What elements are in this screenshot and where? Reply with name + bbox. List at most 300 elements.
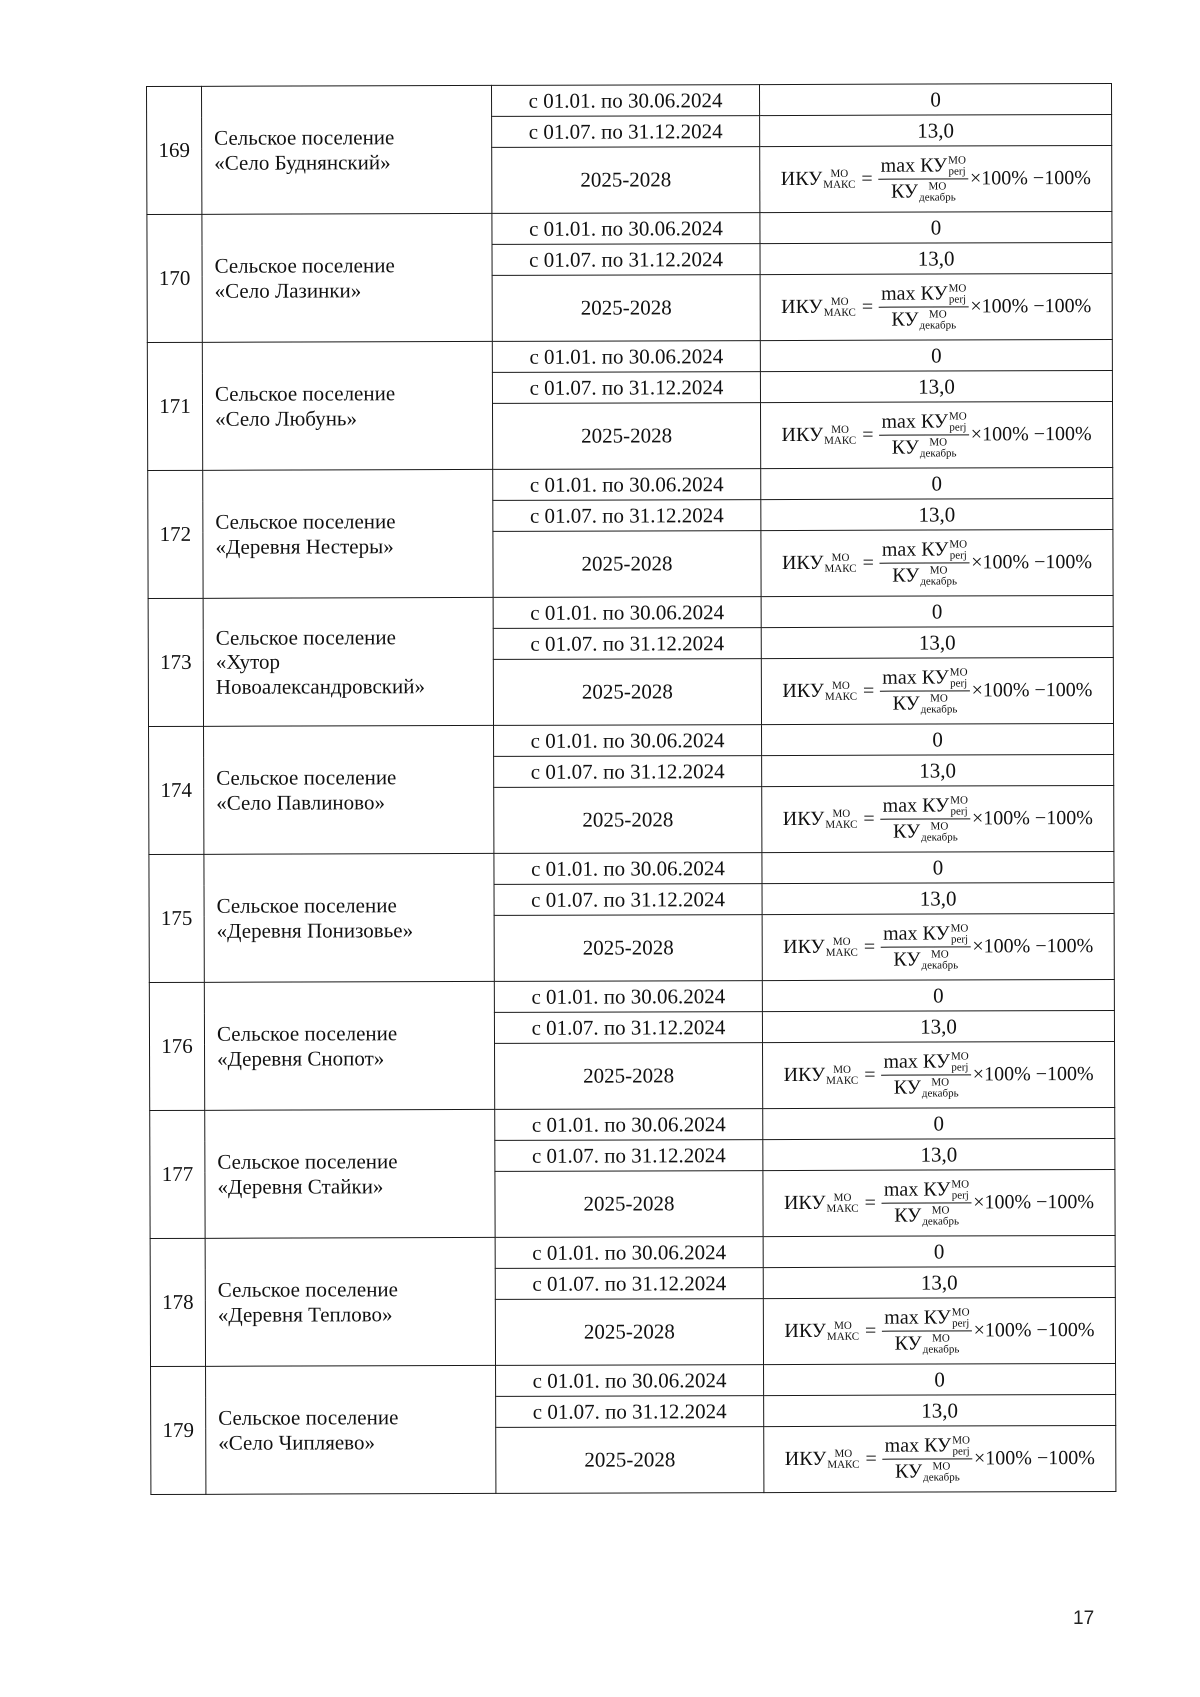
formula-lhs-sub: МАКС: [824, 434, 857, 447]
formula-num-indices: [951, 1179, 969, 1201]
settlement-name-line1: Сельское поселение: [214, 253, 395, 279]
formula-den-indices: [919, 310, 956, 332]
formula-tail: ×100% −100%: [969, 167, 1091, 190]
formula-num-sub: perj: [950, 933, 969, 946]
row-number-cell: [150, 1238, 205, 1366]
formula-den-indices: [920, 438, 957, 460]
formula-lhs-sup: МО: [833, 1191, 852, 1204]
index-formula: [783, 794, 1093, 845]
index-formula: [782, 666, 1092, 717]
value-cell: 0: [762, 979, 1114, 1011]
formula-lhs-sub: МАКС: [824, 562, 857, 575]
formula-cell: [761, 529, 1113, 596]
formula-den-sup: МО: [931, 1076, 950, 1089]
period-cell: с 01.07. по 31.12.2024: [492, 372, 760, 404]
formula-num-sup: МО: [951, 1306, 970, 1319]
index-formula: [783, 922, 1093, 973]
formula-den-indices: [922, 1078, 959, 1100]
settlement-name-cell: [202, 213, 492, 342]
index-formula: [784, 1306, 1094, 1357]
formula-num-indices: [949, 539, 967, 561]
formula-lhs-sub: МАКС: [827, 1458, 860, 1471]
formula-numerator: [881, 922, 970, 948]
formula-denominator: [893, 691, 958, 716]
formula-num-text: max КУ: [884, 1306, 951, 1329]
period-cell: с 01.07. по 31.12.2024: [495, 1140, 763, 1172]
settlement-name-line3: Новоалександровский»: [215, 673, 425, 699]
row-number: 169: [158, 138, 190, 163]
formula-lhs-sub: МАКС: [826, 1330, 860, 1343]
index-formula: [781, 154, 1091, 205]
settlement-name-cell: [205, 1237, 495, 1366]
formula-lhs: ИКУ: [781, 551, 824, 575]
formula-equals: =: [863, 935, 876, 958]
period-cell: с 01.07. по 31.12.2024: [494, 884, 762, 916]
formula-num-sub: perj: [952, 1445, 970, 1458]
formula-lhs-sup: МО: [830, 295, 849, 308]
formula-den-text: КУ: [892, 692, 920, 715]
formula-den-indices: [920, 566, 957, 588]
value-cell: 13,0: [763, 1138, 1115, 1170]
formula-fraction: [882, 1306, 971, 1356]
formula-lhs-sup: МО: [830, 167, 849, 180]
value-cell: 13,0: [762, 754, 1114, 786]
settlement-name-line1: Сельское поселение: [215, 625, 396, 651]
formula-lhs-indices: [826, 1192, 858, 1214]
row-number: 170: [158, 266, 191, 291]
formula-lhs-indices: [826, 936, 858, 958]
table-row: [149, 979, 1114, 1013]
formula-den-sub: декабрь: [923, 1471, 960, 1484]
settlement-name-line1: Сельское поселение: [215, 509, 396, 535]
period-cell: с 01.01. по 30.06.2024: [494, 981, 762, 1013]
settlement-name-line1: Сельское поселение: [216, 1021, 398, 1047]
formula-equals: =: [864, 1319, 877, 1342]
formula-lhs-sub: МАКС: [824, 690, 858, 703]
settlement-name-line2: «Село Чипляево»: [218, 1429, 375, 1455]
formula-fraction: [881, 794, 970, 844]
period-cell: с 01.01. по 30.06.2024: [496, 1365, 764, 1397]
value-cell: 13,0: [761, 626, 1113, 658]
settlement-name-cell: [206, 1365, 496, 1494]
formula-lhs-sub: МАКС: [825, 946, 858, 959]
row-number: 177: [161, 1162, 194, 1187]
settlement-name-line1: Сельское поселение: [216, 765, 397, 791]
value-cell: 13,0: [760, 242, 1112, 274]
formula-den-text: КУ: [890, 180, 919, 203]
formula-fraction: [879, 282, 968, 332]
formula-den-sub: декабрь: [920, 703, 958, 716]
row-number: 175: [160, 906, 193, 931]
formula-den-indices: [923, 1462, 960, 1484]
formula-cell: [762, 913, 1114, 980]
formula-num-indices: [948, 155, 966, 177]
formula-num-sup: МО: [952, 1434, 970, 1447]
settlement-name-line1: Сельское поселение: [218, 1405, 399, 1431]
formula-den-sub: декабрь: [921, 831, 958, 844]
formula-num-text: max КУ: [881, 410, 949, 433]
formula-tail: ×100% −100%: [973, 1447, 1095, 1470]
formula-fraction: [883, 1434, 972, 1484]
period-cell: 2025-2028: [493, 531, 761, 598]
formula-tail: ×100% −100%: [971, 679, 1093, 702]
index-formula: [781, 410, 1091, 461]
formula-lhs-indices: [825, 680, 857, 702]
settlement-name-line2: «Деревня Нестеры»: [215, 533, 394, 559]
tariff-table: [146, 83, 1116, 1495]
settlement-name-line1: Сельское поселение: [217, 1149, 398, 1175]
formula-equals: =: [862, 679, 875, 702]
settlement-name-cell: [204, 725, 494, 854]
formula-numerator: [880, 666, 969, 692]
period-cell: 2025-2028: [493, 659, 761, 726]
index-formula: [781, 282, 1091, 333]
row-number-cell: [149, 982, 204, 1110]
period-cell: с 01.07. по 31.12.2024: [492, 244, 760, 276]
formula-num-sub: perj: [948, 165, 966, 178]
value-cell: 13,0: [760, 114, 1112, 146]
formula-num-text: max КУ: [881, 282, 948, 305]
row-number: 176: [161, 1034, 193, 1059]
formula-lhs-sup: МО: [832, 679, 850, 692]
formula-num-indices: [951, 1051, 969, 1073]
formula-num-indices: [950, 795, 968, 817]
formula-cell: [761, 657, 1113, 724]
formula-numerator: [879, 410, 968, 436]
formula-cell: [764, 1425, 1116, 1492]
formula-lhs-sup: МО: [832, 807, 851, 820]
formula-den-sup: МО: [931, 1204, 950, 1217]
formula-den-sub: декабрь: [921, 1087, 959, 1100]
formula-den-sub: декабрь: [919, 319, 957, 332]
formula-lhs-indices: [824, 552, 856, 574]
formula-denominator: [893, 819, 958, 844]
period-cell: с 01.07. по 31.12.2024: [492, 116, 760, 148]
settlement-name-cell: [205, 1109, 495, 1238]
formula-num-sup: МО: [948, 282, 967, 295]
formula-denominator: [894, 1203, 959, 1228]
period-cell: 2025-2028: [495, 1299, 763, 1366]
formula-lhs-indices: [823, 168, 855, 190]
settlement-name-line2: «Деревня Стайки»: [217, 1173, 384, 1199]
value-cell: 0: [763, 1235, 1115, 1267]
formula-lhs-sub: МАКС: [825, 818, 858, 831]
settlement-name-line2: «Хутор: [215, 650, 281, 675]
table-row: [147, 211, 1112, 245]
row-number-cell: [148, 470, 203, 598]
formula-den-text: КУ: [893, 948, 921, 971]
formula-lhs-sub: МАКС: [823, 306, 856, 319]
row-number-cell: [147, 342, 202, 470]
formula-den-sup: МО: [929, 564, 948, 577]
formula-numerator: [880, 538, 969, 564]
formula-num-sup: МО: [950, 1050, 969, 1063]
formula-lhs-indices: [827, 1448, 859, 1470]
table-row: [149, 851, 1114, 885]
settlement-name-line2: «Деревня Снопот»: [217, 1045, 385, 1071]
formula-num-sup: МО: [950, 794, 968, 807]
value-cell: 13,0: [764, 1394, 1116, 1426]
formula-den-text: КУ: [893, 1076, 921, 1099]
period-cell: 2025-2028: [492, 403, 760, 470]
period-cell: с 01.07. по 31.12.2024: [494, 1012, 762, 1044]
period-cell: 2025-2028: [496, 1427, 764, 1494]
formula-lhs-sub: МАКС: [823, 178, 856, 191]
formula-num-sub: perj: [951, 1061, 969, 1074]
formula-den-sup: МО: [928, 308, 947, 321]
table-row: [147, 83, 1112, 117]
formula-denominator: [892, 435, 957, 460]
formula-lhs-sup: МО: [832, 935, 851, 948]
formula-cell: [760, 145, 1112, 212]
row-number: 179: [162, 1418, 195, 1443]
settlement-name-line2: «Деревня Понизовье»: [216, 917, 414, 943]
formula-den-text: КУ: [892, 820, 921, 843]
formula-numerator: [881, 794, 970, 820]
formula-den-text: КУ: [894, 1460, 923, 1483]
formula-num-sup: МО: [951, 1178, 970, 1191]
formula-fraction: [880, 666, 969, 716]
formula-numerator: [881, 1050, 970, 1076]
formula-den-sup: МО: [932, 1332, 950, 1345]
formula-denominator: [895, 1331, 960, 1356]
row-number-cell: [148, 598, 203, 726]
formula-num-text: max КУ: [884, 1434, 952, 1457]
value-cell: 13,0: [762, 882, 1114, 914]
value-cell: 13,0: [761, 498, 1113, 530]
table-row: [147, 339, 1112, 373]
formula-den-sub: декабрь: [922, 1343, 960, 1356]
formula-equals: =: [862, 551, 874, 574]
formula-numerator: [882, 1178, 971, 1204]
formula-equals: =: [864, 1063, 876, 1086]
table-row: [149, 723, 1114, 757]
formula-lhs: ИКУ: [784, 1447, 827, 1470]
formula-lhs: ИКУ: [782, 679, 824, 703]
formula-cell: [763, 1169, 1115, 1236]
formula-den-indices: [923, 1334, 960, 1356]
formula-numerator: [879, 154, 968, 180]
value-cell: 0: [761, 467, 1113, 499]
period-cell: с 01.07. по 31.12.2024: [493, 628, 761, 660]
value-cell: 0: [760, 211, 1112, 243]
formula-lhs-indices: [825, 808, 857, 830]
formula-cell: [760, 401, 1112, 468]
formula-num-sup: МО: [949, 538, 968, 551]
formula-tail: ×100% −100%: [971, 807, 1093, 830]
value-cell: 13,0: [763, 1266, 1115, 1298]
formula-equals: =: [864, 1191, 876, 1214]
settlement-name-cell: [202, 85, 492, 214]
page-number: 17: [1073, 1608, 1095, 1629]
formula-fraction: [881, 1050, 970, 1100]
formula-tail: ×100% −100%: [973, 1191, 1095, 1214]
formula-tail: ×100% −100%: [972, 1063, 1094, 1086]
formula-tail: ×100% −100%: [973, 1319, 1095, 1342]
formula-lhs-indices: [824, 296, 856, 318]
formula-den-sub: декабрь: [919, 447, 957, 460]
formula-equals: =: [865, 1447, 877, 1470]
period-cell: 2025-2028: [492, 275, 760, 342]
formula-num-indices: [951, 923, 969, 945]
formula-lhs: ИКУ: [780, 167, 823, 191]
period-cell: 2025-2028: [495, 1043, 763, 1110]
formula-num-sup: МО: [950, 922, 969, 935]
formula-cell: [763, 1297, 1115, 1364]
formula-lhs: ИКУ: [783, 1063, 826, 1087]
formula-num-sub: perj: [950, 677, 968, 690]
formula-lhs-sup: МО: [834, 1447, 853, 1460]
formula-lhs-indices: [826, 1064, 858, 1086]
formula-num-text: max КУ: [882, 666, 949, 689]
row-number: 174: [160, 778, 193, 803]
formula-lhs-indices: [827, 1320, 859, 1342]
settlement-name-line1: Сельское поселение: [214, 381, 396, 407]
settlement-name-line2: «Село Лазинки»: [214, 277, 362, 303]
formula-denominator: [891, 179, 956, 204]
index-formula: [785, 1434, 1095, 1485]
formula-lhs: ИКУ: [783, 1191, 826, 1215]
period-cell: с 01.01. по 30.06.2024: [491, 85, 759, 117]
period-cell: 2025-2028: [495, 1171, 763, 1238]
formula-cell: [762, 785, 1114, 852]
formula-num-sub: perj: [949, 549, 967, 562]
settlement-name-line1: Сельское поселение: [217, 1277, 399, 1303]
formula-num-sub: perj: [952, 1317, 970, 1330]
formula-num-sub: perj: [949, 421, 967, 434]
table-row: [148, 595, 1113, 629]
value-cell: 0: [759, 83, 1111, 115]
formula-num-text: max КУ: [883, 1178, 951, 1201]
period-cell: с 01.01. по 30.06.2024: [495, 1237, 763, 1269]
formula-den-sub: декабрь: [922, 1215, 959, 1228]
period-cell: с 01.01. по 30.06.2024: [494, 853, 762, 885]
settlement-name-cell: [202, 341, 492, 470]
formula-num-text: max КУ: [880, 154, 948, 177]
table-row: [151, 1363, 1116, 1397]
formula-num-sub: perj: [948, 293, 967, 306]
settlement-name-cell: [203, 597, 493, 726]
formula-tail: ×100% −100%: [970, 295, 1092, 318]
formula-num-sub: perj: [950, 805, 968, 818]
formula-den-sup: МО: [930, 692, 948, 705]
period-cell: с 01.07. по 31.12.2024: [493, 500, 761, 532]
settlement-name-cell: [204, 981, 494, 1110]
period-cell: с 01.01. по 30.06.2024: [492, 341, 760, 373]
formula-fraction: [879, 154, 968, 204]
formula-denominator: [894, 1075, 959, 1100]
value-cell: 0: [763, 1107, 1115, 1139]
period-cell: 2025-2028: [492, 147, 760, 214]
settlement-name-line2: «Село Любунь»: [215, 405, 358, 431]
settlement-name-line2: «Село Буднянский»: [214, 149, 391, 175]
formula-fraction: [881, 922, 970, 972]
formula-lhs-sub: МАКС: [826, 1074, 859, 1087]
formula-num-sup: МО: [949, 666, 968, 679]
formula-lhs: ИКУ: [781, 423, 824, 447]
formula-den-indices: [921, 950, 958, 972]
formula-cell: [763, 1041, 1115, 1108]
index-formula: [782, 538, 1092, 589]
period-cell: с 01.01. по 30.06.2024: [493, 469, 761, 501]
row-number-cell: [151, 1366, 206, 1494]
formula-den-sub: декабрь: [920, 575, 957, 588]
formula-den-indices: [922, 1206, 959, 1228]
formula-den-text: КУ: [891, 436, 919, 459]
row-number-cell: [147, 86, 202, 214]
formula-num-indices: [949, 411, 967, 433]
formula-num-text: max КУ: [883, 922, 950, 945]
value-cell: 0: [762, 723, 1114, 755]
formula-equals: =: [861, 295, 874, 318]
formula-numerator: [879, 282, 968, 308]
period-cell: с 01.01. по 30.06.2024: [492, 213, 760, 245]
formula-den-indices: [919, 182, 956, 204]
formula-num-sup: МО: [948, 154, 966, 167]
formula-den-text: КУ: [892, 564, 920, 587]
value-cell: 0: [762, 851, 1114, 883]
formula-den-sup: МО: [930, 820, 949, 833]
row-number-cell: [147, 214, 202, 342]
settlement-name-line1: Сельское поселение: [216, 893, 397, 919]
formula-lhs: ИКУ: [781, 295, 823, 319]
formula-num-text: max КУ: [883, 1050, 951, 1073]
formula-den-text: КУ: [894, 1332, 922, 1355]
period-cell: 2025-2028: [494, 915, 762, 982]
formula-fraction: [882, 1178, 971, 1228]
value-cell: 0: [761, 595, 1113, 627]
formula-den-sub: декабрь: [919, 191, 956, 204]
settlement-name-line1: Сельское поселение: [214, 125, 395, 151]
formula-num-indices: [950, 667, 968, 689]
row-number-cell: [149, 726, 204, 854]
value-cell: 0: [760, 339, 1112, 371]
settlement-name-cell: [204, 853, 494, 982]
formula-tail: ×100% −100%: [971, 551, 1093, 574]
formula-equals: =: [862, 423, 874, 446]
formula-equals: =: [861, 167, 873, 190]
formula-num-indices: [952, 1307, 970, 1329]
value-cell: 13,0: [760, 370, 1112, 402]
formula-fraction: [879, 410, 968, 460]
formula-tail: ×100% −100%: [972, 935, 1094, 958]
formula-lhs-sub: МАКС: [826, 1202, 859, 1215]
formula-denominator: [892, 563, 957, 588]
value-cell: 13,0: [762, 1010, 1114, 1042]
row-number: 172: [159, 522, 192, 547]
period-cell: с 01.01. по 30.06.2024: [494, 725, 762, 757]
table-row: [150, 1235, 1115, 1269]
formula-lhs-sup: МО: [833, 1063, 852, 1076]
formula-den-sup: МО: [932, 1460, 951, 1473]
formula-numerator: [883, 1434, 972, 1460]
formula-den-sup: МО: [928, 180, 947, 193]
formula-num-indices: [952, 1435, 970, 1457]
row-number-cell: [150, 1110, 205, 1238]
formula-lhs: ИКУ: [782, 807, 825, 831]
formula-denominator: [891, 307, 956, 332]
formula-den-text: КУ: [894, 1204, 922, 1227]
value-cell: 0: [764, 1363, 1116, 1395]
formula-lhs: ИКУ: [783, 935, 825, 959]
index-formula: [783, 1050, 1093, 1101]
period-cell: с 01.01. по 30.06.2024: [495, 1109, 763, 1141]
row-number: 171: [159, 394, 191, 419]
formula-numerator: [882, 1306, 971, 1332]
formula-num-text: max КУ: [882, 794, 950, 817]
formula-den-indices: [921, 822, 958, 844]
row-number: 173: [160, 650, 192, 675]
